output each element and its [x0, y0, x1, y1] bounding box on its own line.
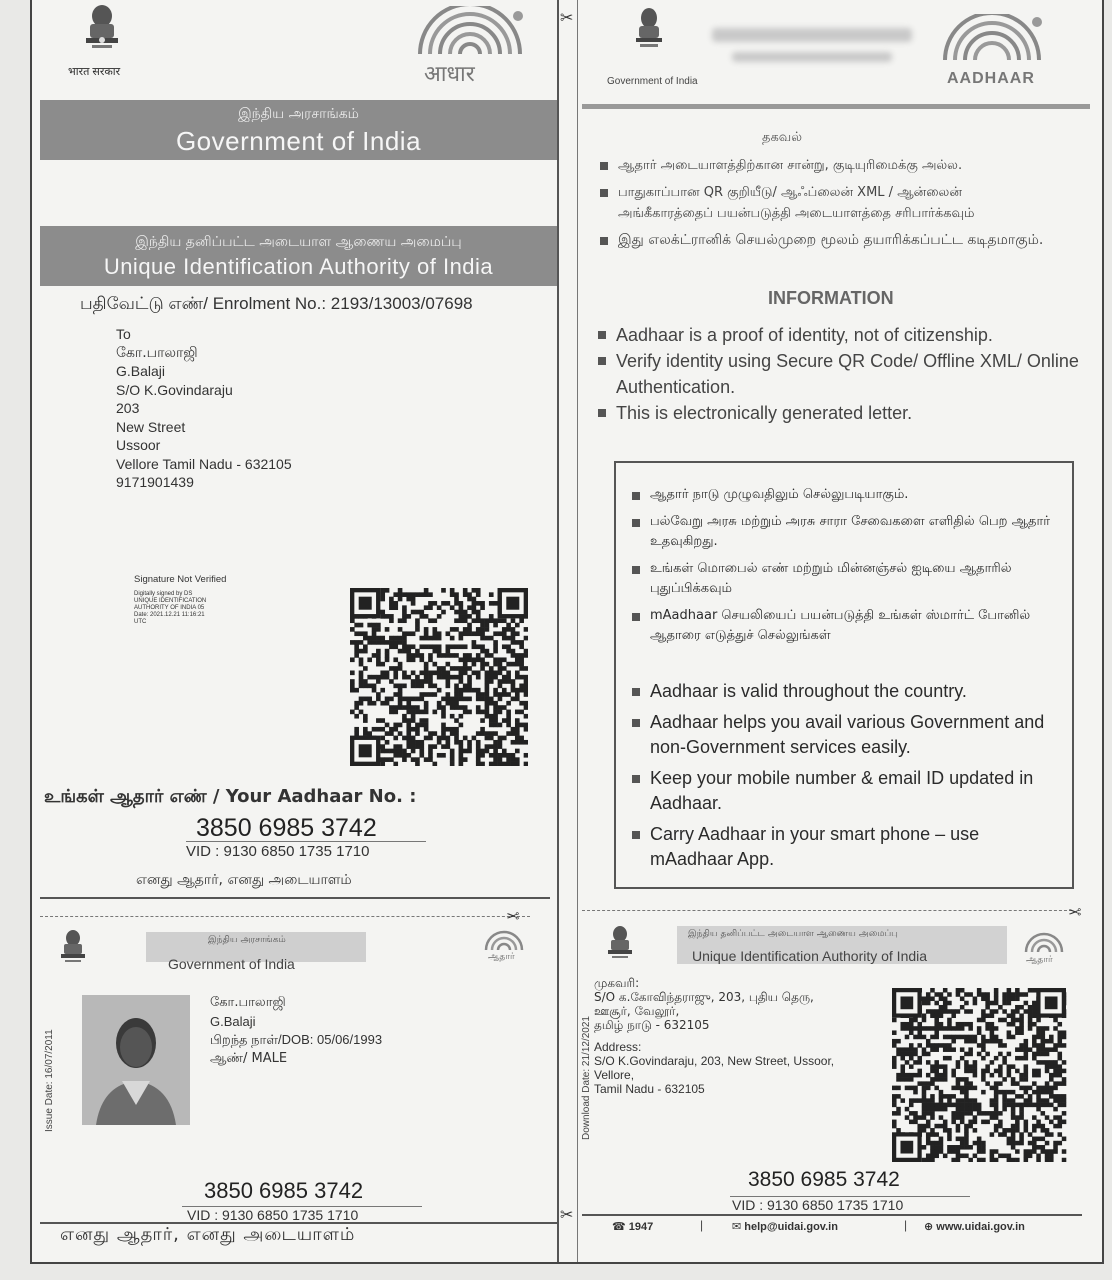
info-item: Verify identity using Secure QR Code/ Offline XML/ Online Authentication. [598, 348, 1094, 400]
address-district: Vellore Tamil Nadu - 632105 [116, 455, 292, 472]
card-emblem-icon [56, 928, 90, 977]
info-tamil-list [600, 155, 1050, 251]
emblem-icon [74, 2, 130, 64]
card-address [594, 976, 884, 1096]
footer-email [732, 1220, 838, 1233]
banner-uidai [40, 226, 557, 286]
address-label: Address: [594, 1040, 642, 1054]
tagline: எனது ஆதார், எனது அடையாளம் [136, 872, 352, 888]
aadhaar-logo-icon [937, 14, 1047, 62]
card-uidai-english: Unique Identification Authority of India [692, 948, 928, 964]
card-gender: ஆண்/ MALE [210, 1050, 288, 1066]
aadhaar-letter [30, 0, 1104, 1264]
box-tamil-item: ஆதார் நாடு முழுவதிலும் செல்லுபடியாகும். [632, 485, 1052, 505]
banner-uidai-english: Unique Identification Authority of India [103, 254, 494, 279]
info-item: This is electronically generated letter. [598, 400, 1094, 426]
address-phone: 9171901439 [116, 474, 194, 490]
enrolment-number: பதிவேட்டு எண்/ Enrolment No.: 2193/13003/07698 [80, 294, 473, 313]
aadhaar-logo-text: आधार [424, 62, 475, 87]
address-tamil-line: ஊசூர், வேலூர், [594, 1004, 680, 1018]
signature-line5: UTC [134, 619, 147, 625]
phone-icon: ☎ [612, 1221, 629, 1233]
header-rule [582, 104, 1090, 109]
header-govt-caption: Government of India [607, 76, 698, 87]
card-emblem-icon [604, 924, 636, 973]
horizontal-divider [40, 897, 550, 899]
center-divider [557, 0, 559, 1262]
card-holder-details [210, 994, 382, 1068]
footer-separator: | [700, 1218, 704, 1232]
redacted-band [712, 28, 912, 42]
card-logo-text: ஆதார் [488, 952, 515, 962]
signature-line4: Date: 2021.12.21 11:16:21 [134, 612, 205, 618]
scissors-icon: ✂ [506, 906, 520, 923]
card-name: G.Balaji [210, 1013, 256, 1029]
aadhaar-number: 3850 6985 3742 [196, 814, 377, 842]
address-to: To [116, 326, 131, 342]
card-govt-english: Government of India [168, 956, 295, 972]
card-dob: பிறந்த நாள்/DOB: 05/06/1993 [210, 1032, 383, 1047]
aadhaar-logo-wordmark: AADHAAR [947, 70, 1035, 87]
web-text: www.uidai.gov.in [936, 1221, 1025, 1233]
mail-icon: ✉ [732, 1221, 745, 1233]
info-tamil-heading: தகவல் [762, 130, 803, 145]
phone-text: 1947 [628, 1221, 654, 1233]
redacted-band [732, 52, 892, 62]
scissors-icon: ✂ [560, 10, 574, 27]
qr-code [350, 588, 528, 766]
scissors-icon: ✂ [560, 1207, 574, 1224]
address-tamil-line: தமிழ் நாடு - 632105 [594, 1018, 710, 1032]
card-uidai-tamil: இந்திய தனிப்பட்ட அடையாள ஆணைய அமைப்பு [688, 929, 898, 939]
center-divider-inner [577, 0, 578, 1262]
box-tamil-list [632, 485, 1052, 653]
email-text: help@uidai.gov.in [744, 1221, 838, 1233]
signature-line3: AUTHORITY OF INDIA 05 [134, 605, 205, 611]
address-locality: Ussoor [116, 437, 161, 453]
signature-block [134, 574, 226, 626]
card-name-tamil: கோ.பாலாஜி [210, 995, 286, 1010]
address-line: S/O K.Govindaraju, 203, New Street, Ussoor, [594, 1054, 835, 1068]
address-label-tamil: முகவரி: [594, 976, 640, 990]
footer-phone [612, 1220, 653, 1233]
box-list [632, 679, 1052, 878]
box-tamil-item: பல்வேறு அரசு மற்றும் அரசு சாரா சேவைகளை எளிதில் பெற ஆதார் உதவுகிறது. [632, 512, 1052, 552]
card-back-aadhaar-number: 3850 6985 3742 [748, 1168, 900, 1191]
address-relation: S/O K.Govindaraju [116, 381, 233, 398]
cut-line [582, 910, 1072, 911]
address-house: 203 [116, 400, 140, 416]
address-tamil-line: S/O க.கோவிந்தராஜு, 203, புதிய தெரு, [594, 990, 814, 1004]
address-line: Tamil Nadu - 632105 [594, 1082, 705, 1096]
info-heading: INFORMATION [768, 288, 894, 308]
footer-web [924, 1220, 1025, 1233]
download-date: Download Date: 21/12/2021 [581, 1016, 592, 1140]
card-govt-tamil: இந்திய அரசாங்கம் [208, 935, 286, 945]
banner-govt-english: Government of India [175, 126, 422, 156]
globe-icon: ⊕ [924, 1221, 937, 1233]
address-name-tamil: கோ.பாலாஜி [116, 344, 198, 361]
cut-line [40, 916, 530, 917]
vid-number: VID : 9130 6850 1735 1710 [186, 843, 370, 860]
box-tamil-item: உங்கள் மொபைல் எண் மற்றும் மின்னஞ்சல் ஐடியை ஆதாரில் புதுப்பிக்கவும் [632, 559, 1052, 599]
signature-title: Signature Not Verified [134, 574, 227, 585]
signature-line1: Digitally signed by DS [134, 591, 193, 597]
box-item: Aadhaar is valid throughout the country. [632, 679, 1052, 704]
scissors-icon: ✂ [1068, 902, 1082, 919]
card-vid-number: VID : 9130 6850 1735 1710 [187, 1207, 359, 1223]
banner-govt-tamil: இந்திய அரசாங்கம் [238, 106, 359, 122]
banner-govt [40, 100, 557, 160]
address-name: G.Balaji [116, 363, 166, 379]
info-item: Aadhaar is a proof of identity, not of citizenship. [598, 322, 1094, 348]
card-aadhaar-number: 3850 6985 3742 [204, 1178, 364, 1203]
recipient-address [116, 325, 292, 492]
aadhaar-logo-icon [410, 6, 530, 56]
issue-date: Issue Date: 16/07/2011 [44, 1029, 55, 1132]
info-box [614, 461, 1074, 889]
underline [186, 841, 426, 842]
info-list [598, 322, 1094, 426]
photo-avatar [82, 995, 190, 1125]
address-street: New Street [116, 418, 186, 435]
card-tagline: எனது ஆதார், எனது அடையாளம் [60, 1224, 356, 1245]
footer-separator: | [904, 1218, 908, 1232]
box-item: Aadhaar helps you avail various Government and non-Government services easily. [632, 710, 1052, 760]
card-back-footer-rule [582, 1214, 1082, 1216]
card-back-vid: VID : 9130 6850 1735 1710 [732, 1197, 904, 1213]
emblem-icon [628, 6, 670, 60]
aadhaar-number-label: உங்கள் ஆதார் எண் / Your Aadhaar No. : [44, 786, 417, 807]
info-tamil-item: இது எலக்ட்ரானிக் செயல்முறை மூலம் தயாரிக்கப்பட்ட கடிதமாகும். [600, 230, 1050, 251]
box-item: Carry Aadhaar in your smart phone – use mAadhaar App. [632, 822, 1052, 872]
banner-uidai-tamil: இந்திய தனிப்பட்ட அடையாள ஆணைய அமைப்பு [135, 234, 462, 250]
box-item: Keep your mobile number & email ID updated in Aadhaar. [632, 766, 1052, 816]
address-line: Vellore, [594, 1068, 635, 1082]
card-qr-code [892, 988, 1070, 1162]
info-tamil-item: ஆதார் அடையாளத்திற்கான சான்று, குடியுரிமைக்கு அல்ல. [600, 155, 1050, 176]
emblem-caption: भारत सरकार [68, 66, 121, 78]
signature-line2: UNIQUE IDENTIFICATION [134, 598, 207, 604]
box-tamil-item: mAadhaar செயலியைப் பயன்படுத்தி உங்கள் ஸ்மார்ட் போனில் ஆதாரை எடுத்துச் செல்லுங்கள் [632, 606, 1052, 646]
info-tamil-item: பாதுகாப்பான QR குறியீடு/ ஆஃப்லைன் XML / ஆன்லைன் அங்கீகாரத்தைப் பயன்படுத்தி அடையாளத்தை சரிபார்க்கவும் [600, 182, 1050, 224]
card-logo-text: ஆதார் [1026, 955, 1053, 965]
